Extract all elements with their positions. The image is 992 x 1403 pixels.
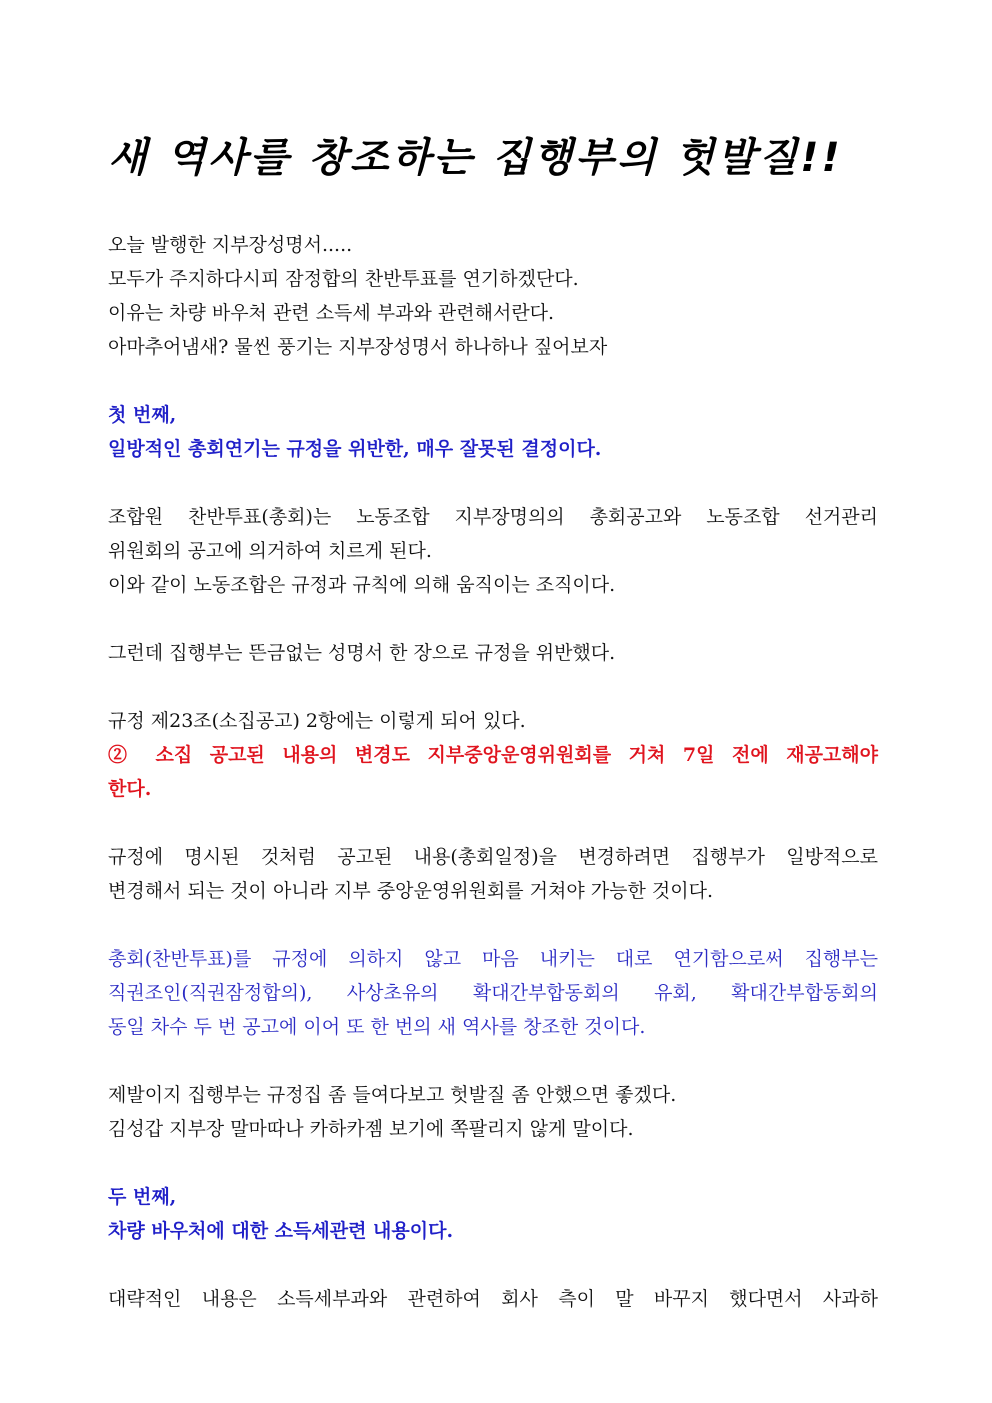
spacer bbox=[108, 602, 878, 636]
paragraph-line: 조합원 찬반투표(총회)는 노동조합 지부장명의의 총회공고와 노동조합 선거관리 bbox=[108, 506, 878, 528]
paragraph-line: 규정에 명시된 것처럼 공고된 내용(총회일정)을 변경하려면 집행부가 일방적으로 bbox=[108, 846, 878, 868]
spacer bbox=[108, 1146, 878, 1180]
spacer bbox=[108, 1248, 878, 1282]
intro-line: 오늘 발행한 지부장성명서..... bbox=[108, 234, 353, 256]
paragraph-line: 그런데 집행부는 뜬금없는 성명서 한 장으로 규정을 위반했다. bbox=[108, 642, 616, 664]
paragraph-line: 대략적인 내용은 소득세부과와 관련하여 회사 측이 말 바꾸지 했다면서 사과하 bbox=[108, 1288, 878, 1310]
rule-quote-line: ② 소집 공고된 내용의 변경도 지부중앙운영위원회를 거쳐 7일 전에 재공고해야 bbox=[108, 744, 878, 766]
intro-line: 모두가 주지하다시피 잠정합의 찬반투표를 연기하겠단다. bbox=[108, 268, 579, 290]
emphasis-line: 동일 차수 두 번 공고에 이어 또 한 번의 새 역사를 창조한 것이다. bbox=[108, 1016, 646, 1038]
emphasis-line: 총회(찬반투표)를 규정에 의하지 않고 마음 내키는 대로 연기함으로써 집행부는 bbox=[108, 948, 878, 970]
emphasis-line: 직권조인(직권잠정합의), 사상초유의 확대간부합동회의 유회, 확대간부합동회의 bbox=[108, 982, 878, 1004]
document-body bbox=[108, 228, 878, 1316]
second-section-subheading: 차량 바우처에 대한 소득세관련 내용이다. bbox=[108, 1220, 454, 1242]
spacer bbox=[108, 908, 878, 942]
spacer bbox=[108, 364, 878, 398]
first-section-subheading: 일방적인 총회연기는 규정을 위반한, 매우 잘못된 결정이다. bbox=[108, 438, 602, 460]
first-section-heading: 첫 번째, bbox=[108, 404, 177, 426]
spacer bbox=[108, 806, 878, 840]
spacer bbox=[108, 466, 878, 500]
paragraph-line: 위원회의 공고에 의거하여 치르게 된다. bbox=[108, 540, 432, 562]
paragraph-line: 제발이지 집행부는 규정집 좀 들여다보고 헛발질 좀 안했으면 좋겠다. bbox=[108, 1084, 677, 1106]
document-title: 새 역사를 창조하는 집행부의 헛발질!! bbox=[108, 135, 843, 181]
rule-quote-line: 한다. bbox=[108, 778, 152, 800]
spacer bbox=[108, 1044, 878, 1078]
paragraph-line: 이와 같이 노동조합은 규정과 규칙에 의해 움직이는 조직이다. bbox=[108, 574, 616, 596]
paragraph-line: 변경해서 되는 것이 아니라 지부 중앙운영위원회를 거쳐야 가능한 것이다. bbox=[108, 880, 713, 902]
intro-line: 아마추어냄새? 물씬 풍기는 지부장성명서 하나하나 짚어보자 bbox=[108, 336, 608, 358]
spacer bbox=[108, 670, 878, 704]
second-section-heading: 두 번째, bbox=[108, 1186, 177, 1208]
paragraph-line: 김성갑 지부장 말마따나 카하카젬 보기에 쪽팔리지 않게 말이다. bbox=[108, 1118, 634, 1140]
rule-intro: 규정 제23조(소집공고) 2항에는 이렇게 되어 있다. bbox=[108, 710, 526, 732]
intro-line: 이유는 차량 바우처 관련 소득세 부과와 관련해서란다. bbox=[108, 302, 555, 324]
